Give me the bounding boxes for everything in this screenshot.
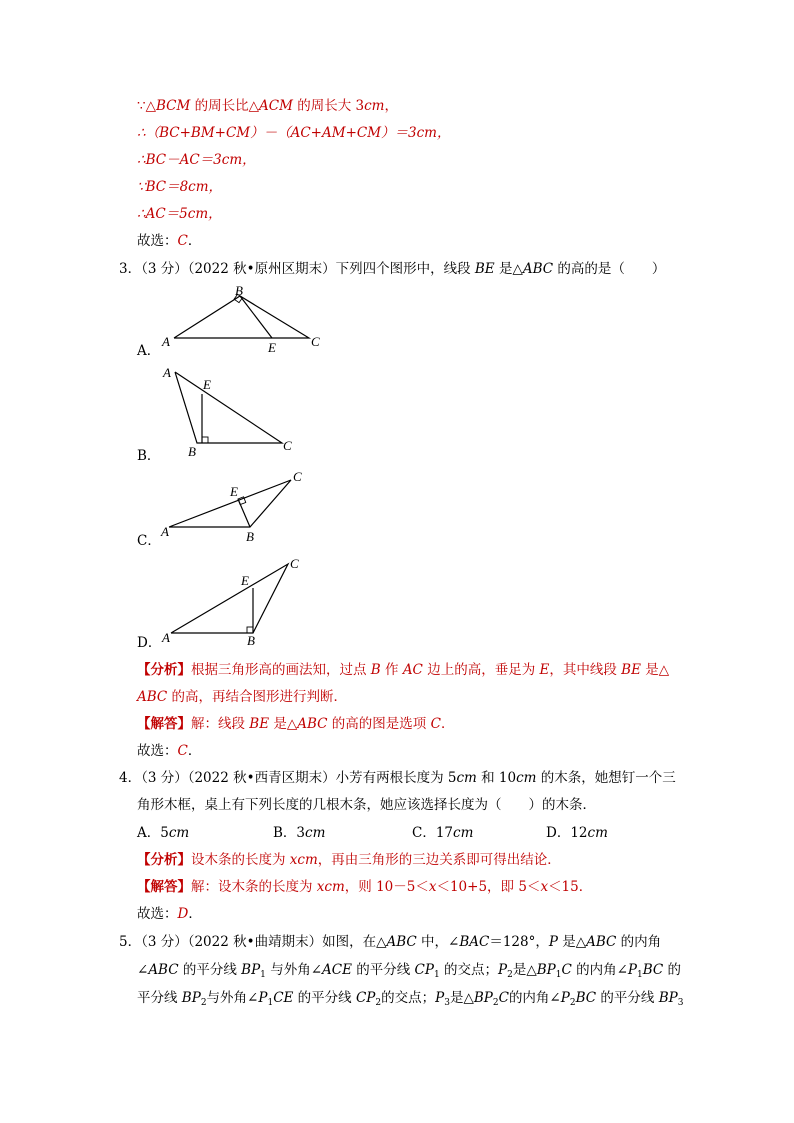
fig-a-label-c: C	[311, 334, 320, 349]
fig-a-label-b: B	[235, 283, 243, 298]
solution-line-4: ∵BC＝8cm，	[137, 179, 223, 195]
q4-stem-line-1: 4．（3 分）（2022 秋•西青区期末）小芳有两根长度为 5cm 和 10cm 的木条，她想钉一个三	[119, 770, 676, 786]
q4-option-b: B．3cm	[273, 825, 326, 841]
q5-stem-line-2: ∠ABC 的平分线 $BP_1$ 与外角∠ACE 的平分线 $CP_1$ 的交点；$P_2$是$\triangle BP_1C$ 的内角$\angle P_1BC$ 的	[137, 962, 682, 980]
q4-option-a: A．5cm	[137, 825, 190, 841]
q3-option-b-label: B．	[137, 448, 161, 464]
solution-line-5: ∴AC＝5cm，	[137, 206, 222, 222]
q4-option-d: D．12cm	[546, 825, 608, 841]
q4-option-c: C．17cm	[412, 825, 474, 841]
q3-answer: 【解答】解：线段 BE 是△ABC 的高的图是选项 C．	[137, 716, 455, 732]
q4-analysis: 【分析】设木条的长度为 xcm，再由三角形的三边关系即可得出结论．	[137, 852, 561, 868]
solution-line-1: ∵△BCM 的周长比△ACM 的周长大 3cm，	[137, 98, 398, 114]
fig-b-label-a: A	[163, 365, 171, 380]
fig-c-label-c: C	[293, 469, 302, 484]
solution-choice: 故选：C．	[137, 233, 202, 249]
fig-b-label-e: E	[203, 377, 211, 392]
fig-c-label-b: B	[246, 529, 254, 544]
q3-choice: 故选：C．	[137, 743, 202, 759]
solution-line-3: ∴BC－AC＝3cm，	[137, 152, 256, 168]
solution-line-2: ∴（BC+BM+CM）－（AC+AM+CM）＝3cm，	[137, 125, 451, 141]
q3-stem: 3．（3 分）（2022 秋•原州区期末）下列四个图形中，线段 BE 是△ABC 的高的是（ ）	[119, 261, 666, 277]
q3-figure-d	[158, 552, 318, 652]
fig-d-label-b: B	[247, 633, 255, 648]
fig-d-label-c: C	[290, 556, 299, 571]
fig-d-label-e: E	[241, 573, 249, 588]
q3-option-d-label: D．	[137, 635, 162, 651]
fig-a-label-e: E	[268, 340, 276, 355]
q4-answer: 【解答】解：设木条的长度为 xcm，则 10－5＜x＜10+5，即 5＜x＜15．	[137, 879, 593, 895]
q3-figure-c	[158, 466, 318, 546]
q3-analysis-line-1: 【分析】根据三角形高的画法知，过点 B 作 AC 边上的高，垂足为 E，其中线段 BE 是△	[137, 662, 670, 678]
fig-b-label-c: C	[283, 438, 292, 453]
fig-b-label-b: B	[188, 444, 196, 459]
q4-stem-line-2: 角形木框，桌上有下列长度的几根木条，她应该选择长度为（ ）的木条．	[137, 797, 596, 813]
q4-choice: 故选：D．	[137, 906, 202, 922]
fig-c-label-e: E	[230, 484, 238, 499]
q3-option-c-label: C．	[137, 533, 161, 549]
fig-a-label-a: A	[162, 334, 170, 349]
fig-c-label-a: A	[161, 524, 169, 539]
q5-stem-line-1: 5．（3 分）（2022 秋•曲靖期末）如图，在△ABC 中，∠BAC＝128°，P 是△ABC 的内角	[119, 934, 662, 950]
q3-figure-a	[158, 282, 328, 357]
q3-option-a-label: A．	[137, 343, 161, 359]
q3-analysis-line-2: ABC 的高，再结合图形进行判断．	[137, 689, 348, 705]
fig-d-label-a: A	[162, 630, 170, 645]
q3-figure-b	[158, 362, 308, 462]
q5-stem-line-3: 平分线 $BP_2$与外角$\angle P_1CE$ 的平分线 $CP_2$的交点；$P_3$是$\triangle BP_2C$的内角$\angle P_2BC$ 的平分线 $BP_3$	[137, 990, 684, 1008]
